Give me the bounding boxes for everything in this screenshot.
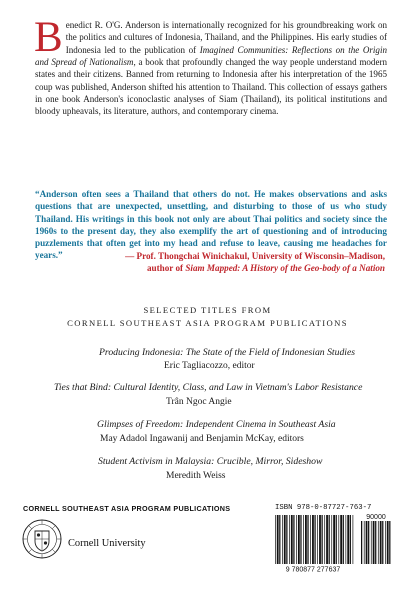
barcode-bar — [307, 515, 308, 564]
barcode-bar — [326, 515, 328, 564]
barcode-bar — [298, 515, 300, 564]
barcode-bar — [310, 515, 311, 564]
barcode-bar — [385, 521, 386, 564]
barcode-bar — [389, 521, 390, 564]
barcode-bar — [293, 515, 294, 564]
series-author-1: Eric Tagliacozzo, editor — [164, 361, 255, 371]
series-title-3: Glimpses of Freedom: Independent Cinema in Southeast Asia — [97, 419, 336, 430]
publisher-name: CORNELL SOUTHEAST ASIA PROGRAM PUBLICATIONS — [23, 504, 231, 513]
barcode-bar — [340, 515, 342, 564]
barcode-bar — [382, 521, 383, 564]
barcode-bar — [284, 515, 286, 564]
barcode-bar — [336, 515, 337, 564]
series-title-1: Producing Indonesia: The State of the Field of Indonesian Studies — [99, 347, 356, 358]
barcode-icon — [273, 513, 394, 573]
series-header-line-1: SELECTED TITLES FROM — [143, 305, 272, 315]
barcode-addon-bars — [361, 521, 390, 564]
barcode-bar — [291, 515, 293, 564]
barcode-digits: 9 780877 277637 — [285, 566, 341, 573]
series-title-4: Student Activism in Malaysia: Crucible, Mirror, Sideshow — [98, 456, 323, 467]
barcode-bar — [286, 515, 287, 564]
barcode-bar — [364, 521, 365, 564]
endorsement-attribution — [125, 250, 385, 275]
barcode-bar — [282, 515, 283, 564]
barcode-bar — [368, 521, 369, 564]
endorsement-quote: “Anderson often sees a Thailand that others do not. He makes observations and asks questions that are unexpected, unsettling, and disturbing to those of us who study Thailand. His writings in this book not only are about Thai politics and society since the 1960s to the present day, they also exemplify the art of questioning and of introducing puzzlements that often get into my head and refuse to leave, causing me headaches for years.” — [35, 189, 387, 261]
description-book-title: Imagined Communities: Reflections on the Origin and Spread of Nationalism — [35, 44, 387, 68]
series-author-2: Trân Ngoc Angie — [166, 397, 232, 407]
barcode-bar — [277, 515, 279, 564]
barcode-bar — [353, 515, 354, 564]
barcode-bar — [300, 515, 301, 564]
drop-cap: B — [34, 14, 63, 61]
barcode-bar — [289, 515, 290, 564]
description-text-2: , a book that profoundly changed the way people understand modern states and their citizens. Banned from returning to Indonesia after his interpretation of the 1965 coup was published, Anderson shifted his attention to Thailand. This collection of essays gathers in one book Anderson's iconoclastic analyses of Siam (Thailand), its political institutions and bloody upheavals, its literature, authors, and contemporary cinema. — [35, 57, 387, 117]
cornell-seal-icon — [22, 519, 62, 559]
barcode-bar — [305, 515, 307, 564]
barcode-bar — [347, 515, 349, 564]
series-header-line-2: CORNELL SOUTHEAST ASIA PROGRAM PUBLICATIONS — [67, 318, 348, 328]
barcode-bar — [361, 521, 362, 564]
barcode-bar — [314, 515, 315, 564]
barcode-bar — [375, 521, 376, 564]
barcode-bar — [275, 515, 276, 564]
price-code: 90000 — [366, 514, 386, 521]
barcode-bar — [312, 515, 314, 564]
barcode-bar — [296, 515, 297, 564]
barcode-bar — [378, 521, 379, 564]
barcode-bar — [279, 515, 280, 564]
attribution-line-2 — [125, 262, 385, 274]
barcode-bar — [373, 521, 375, 564]
barcode-bar — [331, 515, 332, 564]
attribution-book-title: Siam Mapped: A History of the Geo-body of a Nation — [185, 263, 385, 274]
attribution-prefix: author of — [146, 263, 186, 274]
attribution-line-1: — Prof. Thongchai Winichakul, University of Wisconsin–Madison, — [125, 251, 385, 261]
book-description — [34, 14, 387, 118]
barcode-bar — [380, 521, 382, 564]
barcode-bar — [366, 521, 368, 564]
series-author-4: Meredith Weiss — [166, 471, 226, 481]
barcode-bar — [319, 515, 321, 564]
barcode-bar — [329, 515, 330, 564]
description-text-1: enedict R. O'G. Anderson is internationally recognized for his groundbreaking work on the politics and cultures of Indonesia, Thailand, and the Philippines. His early studies of Indonesia led to the publication of — [65, 20, 387, 55]
series-title-2: Ties that Bind: Cultural Identity, Class, and Law in Vietnam's Labor Resistance — [54, 382, 363, 393]
barcode-bar — [343, 515, 344, 564]
barcode-bars — [275, 515, 353, 564]
barcode-bar — [350, 515, 351, 564]
barcode-bar — [324, 515, 325, 564]
barcode-bar — [317, 515, 318, 564]
barcode-bar — [303, 515, 304, 564]
barcode-bar — [371, 521, 372, 564]
barcode-bar — [338, 515, 339, 564]
isbn-number: ISBN 978-0-87727-763-7 — [275, 504, 372, 512]
university-name: Cornell University — [68, 538, 146, 549]
barcode-bar — [346, 515, 347, 564]
barcode-bar — [322, 515, 323, 564]
series-author-3: May Adadol Ingawanij and Benjamin McKay, editors — [100, 434, 304, 444]
barcode-bar — [333, 515, 335, 564]
barcode-bar — [387, 521, 389, 564]
